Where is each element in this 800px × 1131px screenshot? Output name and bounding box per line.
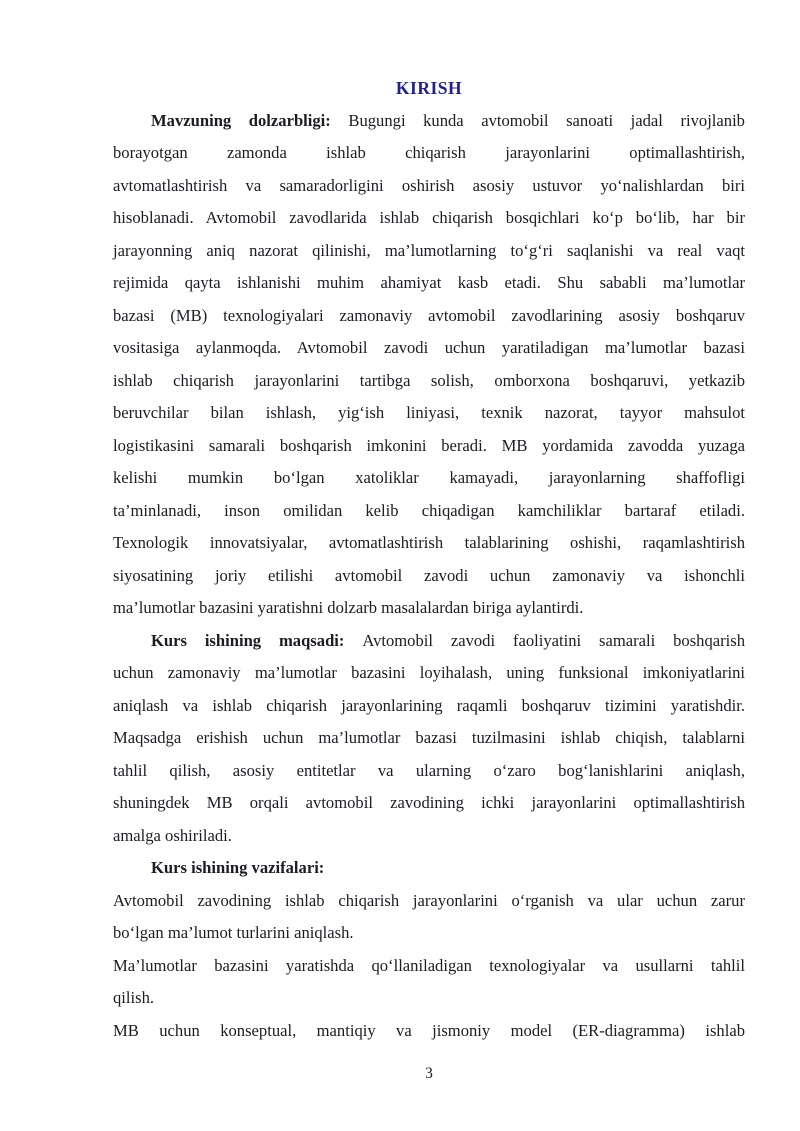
text-line bbox=[113, 137, 745, 170]
text-run: Texnologik innovatsiyalar, avtomatlashtirish talablarining oshishi, raqamlashtirish bbox=[113, 533, 745, 552]
text-line bbox=[113, 495, 745, 528]
text-run: MB uchun konseptual, mantiqiy va jismoniy model (ER-diagramma) ishlab bbox=[113, 1020, 745, 1040]
text-line bbox=[113, 300, 745, 333]
text-line bbox=[113, 430, 745, 463]
text-line bbox=[113, 820, 745, 853]
text-line bbox=[113, 365, 745, 398]
text-run: Avtomobil zavodi faoliyatini samarali boshqarish bbox=[362, 630, 745, 650]
bold-run: Kurs ishining vazifalari: bbox=[151, 858, 325, 877]
text-run: rejimida qayta ishlanishi muhim ahamiyat kasb etadi. Shu sababli ma’lumotlar bbox=[113, 273, 745, 292]
text-line bbox=[113, 657, 745, 690]
text-line bbox=[113, 170, 745, 203]
text-line bbox=[113, 950, 745, 983]
text-run: shuningdek MB orqali avtomobil zavodining ichki jarayonlarini optimallashtirish bbox=[113, 793, 745, 812]
text-line bbox=[113, 755, 745, 788]
page-title: KIRISH bbox=[395, 78, 463, 98]
bold-run: Kurs ishining maqsadi: bbox=[151, 630, 363, 650]
text-run: jarayonning aniq nazorat qilinishi, ma’lumotlarning toʻgʻri saqlanishi va real vaqt bbox=[113, 240, 745, 260]
text-line bbox=[113, 625, 745, 658]
text-line bbox=[113, 982, 745, 1015]
text-line bbox=[113, 722, 745, 755]
text-run: hisoblanadi. Avtomobil zavodlarida ishlab chiqarish bosqichlari koʻp boʻlib, har bir bbox=[113, 208, 745, 227]
text-run: uchun zamonaviy ma’lumotlar bazasini loyihalash, uning funksional imkoniyatlarini bbox=[113, 663, 745, 682]
text-run: siyosatining joriy etilishi avtomobil zavodi uchun zamonaviy va ishonchli bbox=[113, 565, 745, 585]
text-line bbox=[113, 105, 745, 138]
text-line bbox=[113, 787, 745, 820]
text-run: boʻlgan ma’lumot turlarini aniqlash. bbox=[113, 923, 354, 942]
text-line bbox=[113, 917, 745, 950]
text-line bbox=[113, 202, 745, 235]
text-line bbox=[113, 592, 745, 625]
text-line bbox=[113, 527, 745, 560]
text-run: logistikasini samarali boshqarish imkonini beradi. MB yordamida zavodda yuzaga bbox=[113, 435, 745, 455]
bold-run: Mavzuning dolzarbligi: bbox=[151, 110, 349, 130]
text-run: qilish. bbox=[113, 988, 155, 1007]
text-run: tahlil qilish, asosiy entitetlar va ularning oʻzaro bogʻlanishlarini aniqlash, bbox=[113, 760, 745, 780]
text-run: Bugungi kunda avtomobil sanoati jadal rivojlanib bbox=[348, 110, 745, 130]
text-run: borayotgan zamonda ishlab chiqarish jarayonlarini optimallashtirish, bbox=[113, 143, 745, 162]
text-line bbox=[113, 332, 745, 365]
text-line bbox=[113, 462, 745, 495]
text-line bbox=[113, 852, 745, 885]
text-line bbox=[113, 235, 745, 268]
text-run: aniqlash va ishlab chiqarish jarayonlarining raqamli boshqaruv tizimini yaratishdir. bbox=[113, 695, 745, 715]
text-run: ma’lumotlar bazasini yaratishni dolzarb masalalardan biriga aylantirdi. bbox=[113, 598, 584, 617]
text-run: ta’minlanadi, inson omilidan kelib chiqadigan kamchiliklar bartaraf etiladi. bbox=[113, 500, 745, 520]
text-run: bazasi (MB) texnologiyalari zamonaviy avtomobil zavodlarining asosiy boshqaruv bbox=[113, 305, 745, 325]
page-number: 3 bbox=[425, 1065, 433, 1082]
text-line bbox=[113, 885, 745, 918]
text-run: Maqsadga erishish uchun ma’lumotlar bazasi tuzilmasini ishlab chiqish, talablarni bbox=[113, 728, 745, 747]
text-run: ishlab chiqarish jarayonlarini tartibga solish, omborxona boshqaruvi, yetkazib bbox=[113, 370, 745, 390]
text-run: kelishi mumkin boʻlgan xatoliklar kamayadi, jarayonlarning shaffofligi bbox=[113, 468, 745, 487]
text-run: avtomatlashtirish va samaradorligini oshirish asosiy ustuvor yoʻnalishlardan biri bbox=[113, 175, 745, 195]
text-run: Ma’lumotlar bazasini yaratishda qoʻllaniladigan texnologiyalar va usullarni tahlil bbox=[113, 955, 745, 975]
text-line bbox=[113, 1015, 745, 1048]
text-line bbox=[113, 397, 745, 430]
text-run: amalga oshiriladi. bbox=[113, 825, 232, 845]
text-line bbox=[113, 690, 745, 723]
text-line bbox=[113, 267, 745, 300]
text-run: Avtomobil zavodining ishlab chiqarish jarayonlarini oʻrganish va ular uchun zarur bbox=[113, 890, 745, 910]
text-line bbox=[113, 560, 745, 593]
text-run: beruvchilar bilan ishlash, yigʻish liniyasi, texnik nazorat, tayyor mahsulot bbox=[113, 403, 745, 422]
text-run: vositasiga aylanmoqda. Avtomobil zavodi uchun yaratiladigan ma’lumotlar bazasi bbox=[113, 338, 745, 357]
body-text bbox=[113, 105, 745, 1048]
